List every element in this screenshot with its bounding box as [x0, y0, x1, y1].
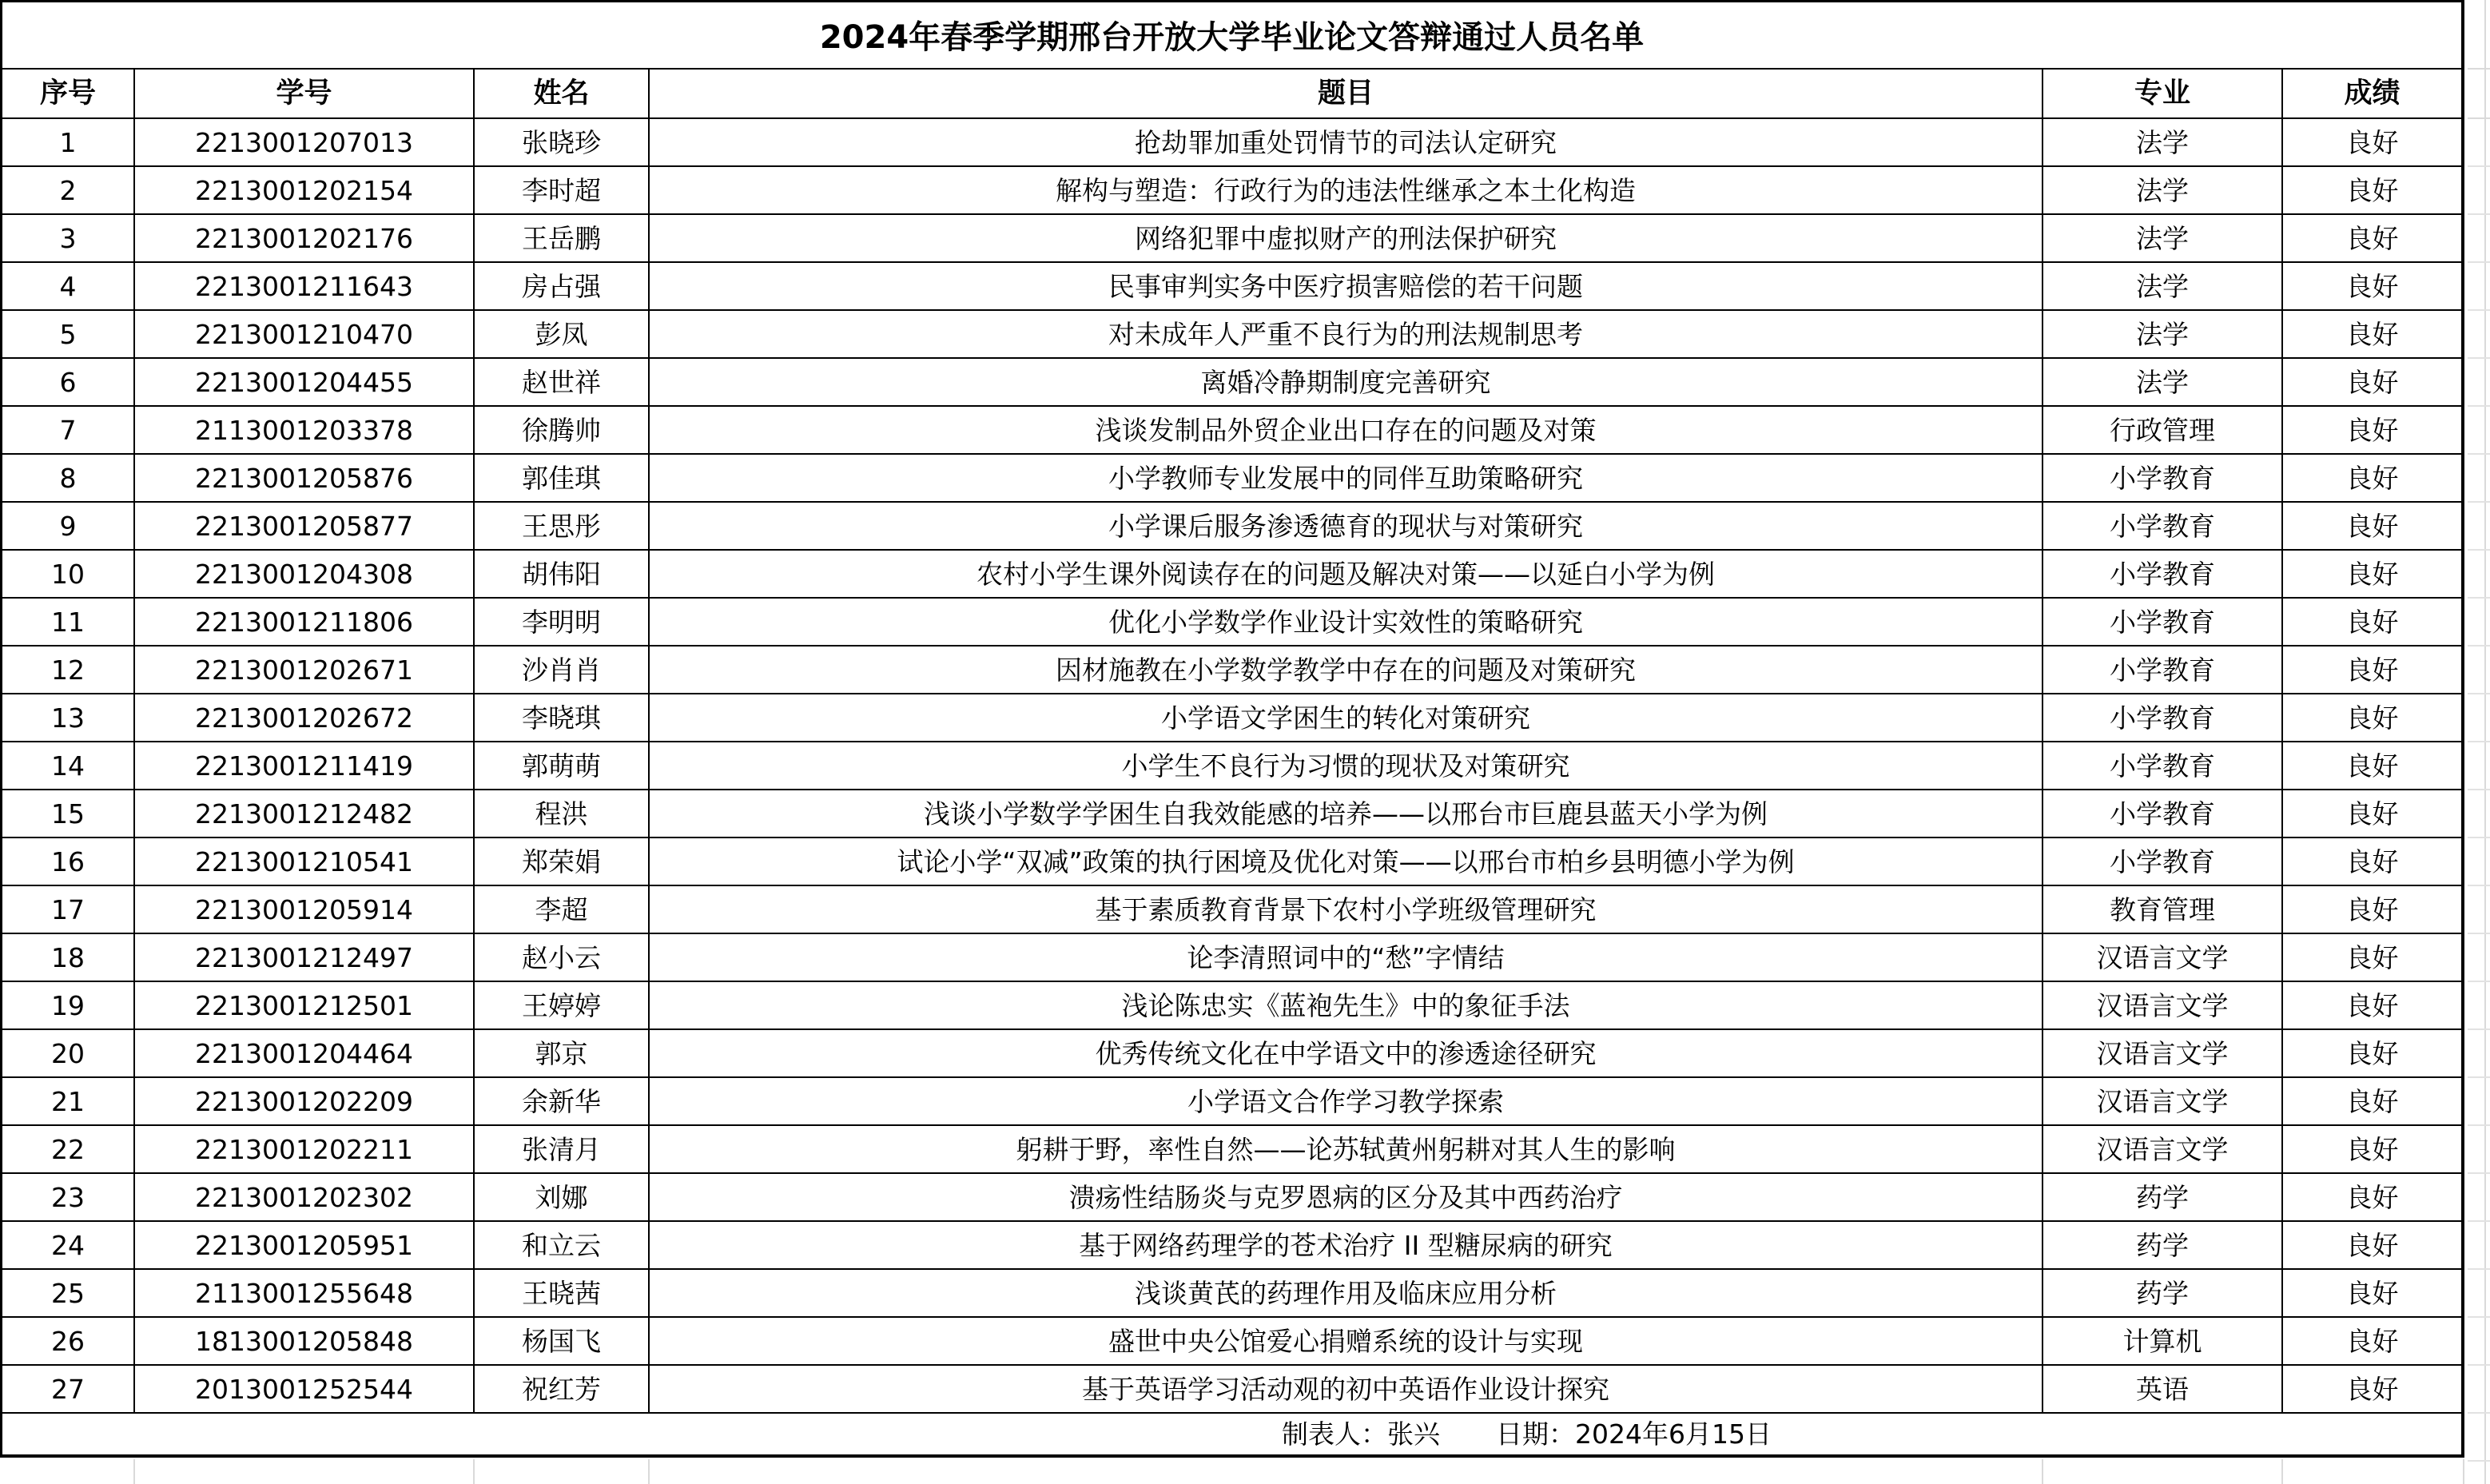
student-name-cell: 郭京 [475, 1030, 650, 1078]
student-name-cell: 彭凤 [475, 311, 650, 359]
sheet-title: 2024年春季学期邢台开放大学毕业论文答辩通过人员名单 [0, 0, 2464, 70]
serial-number-cell: 24 [0, 1222, 135, 1270]
thesis-title-cell: 优化小学数学作业设计实效性的策略研究 [650, 599, 2043, 647]
thesis-title-cell: 论李清照词中的“愁”字情结 [650, 934, 2043, 982]
student-id-cell: 2213001212501 [135, 982, 475, 1030]
grade-cell: 良好 [2283, 455, 2464, 503]
serial-number-cell: 22 [0, 1126, 135, 1174]
serial-number-cell: 21 [0, 1078, 135, 1126]
student-name-cell: 郑荣娟 [475, 838, 650, 886]
student-id-cell: 2213001202176 [135, 215, 475, 263]
student-id-cell: 2213001202671 [135, 647, 475, 694]
grade-cell: 良好 [2283, 934, 2464, 982]
serial-number-cell: 12 [0, 647, 135, 694]
major-cell: 英语 [2043, 1366, 2283, 1414]
serial-number-cell: 9 [0, 503, 135, 551]
thesis-title-cell: 抢劫罪加重处罚情节的司法认定研究 [650, 119, 2043, 167]
serial-number-cell: 26 [0, 1318, 135, 1366]
grade-cell: 良好 [2283, 167, 2464, 215]
student-name-cell: 和立云 [475, 1222, 650, 1270]
student-name-cell: 王思彤 [475, 503, 650, 551]
student-id-cell: 2213001205914 [135, 886, 475, 934]
student-name-cell: 张清月 [475, 1126, 650, 1174]
student-id-cell: 2213001210541 [135, 838, 475, 886]
grade-cell: 良好 [2283, 742, 2464, 790]
major-cell: 法学 [2043, 359, 2283, 407]
column-header-name: 姓名 [475, 70, 650, 119]
student-id-cell: 2213001204308 [135, 551, 475, 599]
thesis-title-cell: 民事审判实务中医疗损害赔偿的若干问题 [650, 263, 2043, 311]
grade-cell: 良好 [2283, 694, 2464, 742]
student-id-cell: 2213001212497 [135, 934, 475, 982]
major-cell: 法学 [2043, 167, 2283, 215]
column-header-grade: 成绩 [2283, 70, 2464, 119]
student-name-cell: 祝红芳 [475, 1366, 650, 1414]
student-id-cell: 2113001203378 [135, 407, 475, 455]
serial-number-cell: 16 [0, 838, 135, 886]
student-id-cell: 2213001205951 [135, 1222, 475, 1270]
major-cell: 教育管理 [2043, 886, 2283, 934]
major-cell: 法学 [2043, 215, 2283, 263]
major-cell: 药学 [2043, 1270, 2283, 1318]
student-id-cell: 2213001210470 [135, 311, 475, 359]
thesis-title-cell: 网络犯罪中虚拟财产的刑法保护研究 [650, 215, 2043, 263]
student-name-cell: 李时超 [475, 167, 650, 215]
serial-number-cell: 11 [0, 599, 135, 647]
serial-number-cell: 23 [0, 1174, 135, 1222]
serial-number-cell: 10 [0, 551, 135, 599]
grade-cell: 良好 [2283, 982, 2464, 1030]
student-id-cell: 2113001255648 [135, 1270, 475, 1318]
major-cell: 法学 [2043, 311, 2283, 359]
thesis-title-cell: 基于网络药理学的苍术治疗 II 型糖尿病的研究 [650, 1222, 2043, 1270]
serial-number-cell: 17 [0, 886, 135, 934]
column-header-student-id: 学号 [135, 70, 475, 119]
major-cell: 行政管理 [2043, 407, 2283, 455]
grade-cell: 良好 [2283, 503, 2464, 551]
table-footer [0, 1414, 2464, 1458]
thesis-title-cell: 试论小学“双减”政策的执行困境及优化对策——以邢台市柏乡县明德小学为例 [650, 838, 2043, 886]
thesis-title-cell: 浅谈小学数学学困生自我效能感的培养——以邢台市巨鹿县蓝天小学为例 [650, 790, 2043, 838]
grade-cell: 良好 [2283, 1078, 2464, 1126]
student-id-cell: 2213001211806 [135, 599, 475, 647]
thesis-title-cell: 农村小学生课外阅读存在的问题及解决对策——以延白小学为例 [650, 551, 2043, 599]
grade-cell: 良好 [2283, 119, 2464, 167]
student-id-cell: 2213001211643 [135, 263, 475, 311]
grade-cell: 良好 [2283, 1270, 2464, 1318]
major-cell: 汉语言文学 [2043, 1078, 2283, 1126]
thesis-title-cell: 溃疡性结肠炎与克罗恩病的区分及其中西药治疗 [650, 1174, 2043, 1222]
student-name-cell: 余新华 [475, 1078, 650, 1126]
table-date: 日期：2024年6月15日 [1496, 1418, 1772, 1450]
student-name-cell: 胡伟阳 [475, 551, 650, 599]
major-cell: 小学教育 [2043, 599, 2283, 647]
thesis-title-cell: 小学语文学困生的转化对策研究 [650, 694, 2043, 742]
thesis-title-cell: 浅谈发制品外贸企业出口存在的问题及对策 [650, 407, 2043, 455]
grade-cell: 良好 [2283, 1366, 2464, 1414]
grade-cell: 良好 [2283, 1030, 2464, 1078]
major-cell: 小学教育 [2043, 455, 2283, 503]
thesis-title-cell: 对未成年人严重不良行为的刑法规制思考 [650, 311, 2043, 359]
serial-number-cell: 5 [0, 311, 135, 359]
thesis-title-cell: 基于素质教育背景下农村小学班级管理研究 [650, 886, 2043, 934]
student-id-cell: 2213001212482 [135, 790, 475, 838]
grade-cell: 良好 [2283, 407, 2464, 455]
major-cell: 汉语言文学 [2043, 934, 2283, 982]
grade-cell: 良好 [2283, 838, 2464, 886]
thesis-title-cell: 小学生不良行为习惯的现状及对策研究 [650, 742, 2043, 790]
grade-cell: 良好 [2283, 1222, 2464, 1270]
major-cell: 汉语言文学 [2043, 982, 2283, 1030]
grade-cell: 良好 [2283, 1174, 2464, 1222]
student-id-cell: 2213001205876 [135, 455, 475, 503]
grade-cell: 良好 [2283, 215, 2464, 263]
serial-number-cell: 25 [0, 1270, 135, 1318]
student-name-cell: 房占强 [475, 263, 650, 311]
student-name-cell: 李晓琪 [475, 694, 650, 742]
major-cell: 小学教育 [2043, 503, 2283, 551]
prepared-by: 制表人：张兴 [1282, 1418, 1440, 1450]
major-cell: 小学教育 [2043, 647, 2283, 694]
serial-number-cell: 2 [0, 167, 135, 215]
thesis-title-cell: 小学课后服务渗透德育的现状与对策研究 [650, 503, 2043, 551]
student-name-cell: 沙肖肖 [475, 647, 650, 694]
serial-number-cell: 1 [0, 119, 135, 167]
major-cell: 法学 [2043, 263, 2283, 311]
student-name-cell: 李超 [475, 886, 650, 934]
student-name-cell: 赵世祥 [475, 359, 650, 407]
serial-number-cell: 14 [0, 742, 135, 790]
grade-cell: 良好 [2283, 1318, 2464, 1366]
student-id-cell: 2213001202302 [135, 1174, 475, 1222]
student-name-cell: 王岳鹏 [475, 215, 650, 263]
student-name-cell: 刘娜 [475, 1174, 650, 1222]
serial-number-cell: 19 [0, 982, 135, 1030]
serial-number-cell: 6 [0, 359, 135, 407]
student-id-cell: 2213001204455 [135, 359, 475, 407]
student-name-cell: 王婷婷 [475, 982, 650, 1030]
thesis-title-cell: 浅论陈忠实《蓝袍先生》中的象征手法 [650, 982, 2043, 1030]
column-header-major: 专业 [2043, 70, 2283, 119]
serial-number-cell: 27 [0, 1366, 135, 1414]
major-cell: 汉语言文学 [2043, 1126, 2283, 1174]
student-id-cell: 2213001207013 [135, 119, 475, 167]
student-id-cell: 2213001204464 [135, 1030, 475, 1078]
student-name-cell: 程洪 [475, 790, 650, 838]
student-id-cell: 2213001205877 [135, 503, 475, 551]
student-id-cell: 2213001202672 [135, 694, 475, 742]
column-header-serial: 序号 [0, 70, 135, 119]
student-id-cell: 2213001202211 [135, 1126, 475, 1174]
serial-number-cell: 4 [0, 263, 135, 311]
student-name-cell: 李明明 [475, 599, 650, 647]
student-name-cell: 张晓珍 [475, 119, 650, 167]
major-cell: 小学教育 [2043, 790, 2283, 838]
grade-cell: 良好 [2283, 263, 2464, 311]
serial-number-cell: 13 [0, 694, 135, 742]
student-name-cell: 杨国飞 [475, 1318, 650, 1366]
major-cell: 小学教育 [2043, 742, 2283, 790]
student-name-cell: 赵小云 [475, 934, 650, 982]
student-id-cell: 2013001252544 [135, 1366, 475, 1414]
major-cell: 法学 [2043, 119, 2283, 167]
column-header-thesis-title: 题目 [650, 70, 2043, 119]
major-cell: 小学教育 [2043, 694, 2283, 742]
major-cell: 计算机 [2043, 1318, 2283, 1366]
grade-cell: 良好 [2283, 311, 2464, 359]
thesis-title-cell: 离婚冷静期制度完善研究 [650, 359, 2043, 407]
major-cell: 小学教育 [2043, 551, 2283, 599]
serial-number-cell: 20 [0, 1030, 135, 1078]
student-name-cell: 郭萌萌 [475, 742, 650, 790]
serial-number-cell: 15 [0, 790, 135, 838]
thesis-title-cell: 躬耕于野，率性自然——论苏轼黄州躬耕对其人生的影响 [650, 1126, 2043, 1174]
grade-cell: 良好 [2283, 599, 2464, 647]
grade-cell: 良好 [2283, 647, 2464, 694]
thesis-title-cell: 优秀传统文化在中学语文中的渗透途径研究 [650, 1030, 2043, 1078]
student-name-cell: 王晓茜 [475, 1270, 650, 1318]
grade-cell: 良好 [2283, 790, 2464, 838]
student-id-cell: 1813001205848 [135, 1318, 475, 1366]
student-name-cell: 徐腾帅 [475, 407, 650, 455]
thesis-title-cell: 浅谈黄芪的药理作用及临床应用分析 [650, 1270, 2043, 1318]
grade-cell: 良好 [2283, 359, 2464, 407]
thesis-title-cell: 小学语文合作学习教学探索 [650, 1078, 2043, 1126]
major-cell: 药学 [2043, 1174, 2283, 1222]
grade-cell: 良好 [2283, 886, 2464, 934]
student-id-cell: 2213001202209 [135, 1078, 475, 1126]
major-cell: 药学 [2043, 1222, 2283, 1270]
thesis-title-cell: 盛世中央公馆爱心捐赠系统的设计与实现 [650, 1318, 2043, 1366]
grade-cell: 良好 [2283, 1126, 2464, 1174]
student-name-cell: 郭佳琪 [475, 455, 650, 503]
serial-number-cell: 18 [0, 934, 135, 982]
thesis-title-cell: 解构与塑造：行政行为的违法性继承之本土化构造 [650, 167, 2043, 215]
student-id-cell: 2213001211419 [135, 742, 475, 790]
serial-number-cell: 8 [0, 455, 135, 503]
thesis-title-cell: 基于英语学习活动观的初中英语作业设计探究 [650, 1366, 2043, 1414]
thesis-title-cell: 小学教师专业发展中的同伴互助策略研究 [650, 455, 2043, 503]
serial-number-cell: 3 [0, 215, 135, 263]
grade-cell: 良好 [2283, 551, 2464, 599]
serial-number-cell: 7 [0, 407, 135, 455]
thesis-title-cell: 因材施教在小学数学教学中存在的问题及对策研究 [650, 647, 2043, 694]
student-id-cell: 2213001202154 [135, 167, 475, 215]
major-cell: 小学教育 [2043, 838, 2283, 886]
major-cell: 汉语言文学 [2043, 1030, 2283, 1078]
